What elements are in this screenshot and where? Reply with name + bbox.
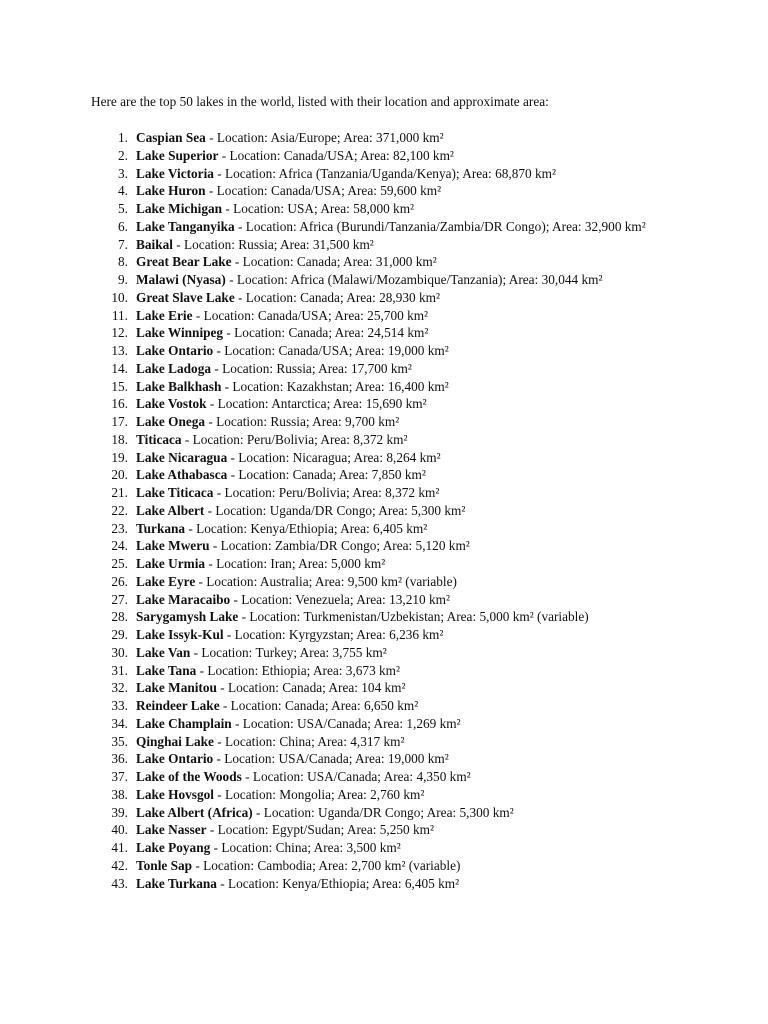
list-item — [0, 165, 768, 183]
lake-details: - Location: USA/Canada; Area: 4,350 km² — [241, 769, 471, 784]
list-item — [0, 182, 768, 200]
lake-name: Lake Tana — [136, 662, 197, 678]
list-item-number: 5. — [118, 201, 128, 216]
lake-details: - Location: Ethiopia; Area: 3,673 km² — [196, 662, 401, 678]
lake-details: - Location: Africa (Tanzania/Uganda/Kenya); Area: 68,870 km² — [213, 165, 556, 181]
list-item — [0, 573, 768, 591]
list-item-number: 8. — [118, 254, 128, 270]
list-item-number: 14. — [111, 360, 128, 376]
lake-name: Lake Tanganyika — [136, 218, 235, 234]
list-item — [0, 626, 768, 644]
list-item — [0, 360, 768, 378]
list-item-number: 21. — [111, 485, 128, 500]
list-item-number: 11. — [111, 307, 128, 323]
lake-details: - Location: Peru/Bolivia; Area: 8,372 km² — [181, 431, 408, 447]
list-item-number: 40. — [111, 822, 128, 838]
lake-name: Baikal — [136, 236, 173, 252]
list-item-number: 4. — [118, 183, 128, 199]
lake-name: Lake Manitou — [136, 680, 217, 696]
lake-name: Lake Titicaca — [136, 485, 214, 500]
list-item — [0, 253, 768, 271]
list-item-number: 16. — [111, 396, 128, 412]
list-item-number: 12. — [111, 325, 128, 341]
lake-details: - Location: Venezuela; Area: 13,210 km² — [230, 591, 450, 607]
list-item-number: 19. — [111, 449, 128, 465]
lake-details: - Location: Africa (Malawi/Mozambique/Tanzania); Area: 30,044 km² — [225, 272, 603, 287]
lake-details: - Location: Russia; Area: 17,700 km² — [211, 360, 412, 376]
list-item-number: 38. — [111, 786, 128, 802]
list-item — [0, 608, 768, 626]
lake-name: Lake Nasser — [136, 822, 207, 838]
list-item — [0, 218, 768, 236]
lake-details: - Location: Canada; Area: 7,850 km² — [227, 467, 426, 483]
list-item-number: 39. — [111, 804, 128, 820]
lake-details: - Location: Canada; Area: 6,650 km² — [219, 698, 419, 713]
lake-details: - Location: Asia/Europe; Area: 371,000 km² — [205, 130, 444, 145]
lake-name: Tonle Sap — [136, 857, 193, 873]
lake-details: - Location: Canada; Area: 104 km² — [216, 680, 406, 696]
lake-list — [0, 129, 768, 892]
lake-details: - Location: Russia; Area: 9,700 km² — [205, 414, 400, 429]
lake-details: - Location: Uganda/DR Congo; Area: 5,300 km² — [252, 804, 514, 820]
lake-details: - Location: Nicaragua; Area: 8,264 km² — [227, 449, 441, 465]
list-item — [0, 839, 768, 857]
lake-name: Lake Albert — [136, 502, 205, 518]
list-item-number: 6. — [118, 218, 128, 234]
lake-details: - Location: Canada; Area: 31,000 km² — [231, 254, 437, 270]
list-item — [0, 786, 768, 804]
intro-paragraph: Here are the top 50 lakes in the world, listed with their location and approximate area: — [91, 94, 549, 109]
lake-name: Lake Eyre — [136, 573, 196, 589]
lake-details: - Location: Canada/USA; Area: 25,700 km² — [192, 307, 429, 323]
list-item — [0, 147, 768, 165]
list-item — [0, 750, 768, 768]
lake-name: Lake Poyang — [136, 840, 211, 855]
lake-details: - Location: Canada/USA; Area: 19,000 km² — [213, 343, 449, 358]
lake-details: - Location: Africa (Burundi/Tanzania/Zambia/DR Congo); Area: 32,900 km² — [234, 218, 646, 234]
lake-name: Lake Ontario — [136, 751, 214, 767]
lake-details: - Location: Australia; Area: 9,500 km² (variable) — [195, 573, 457, 589]
lake-details: - Location: Egypt/Sudan; Area: 5,250 km² — [206, 822, 434, 838]
list-item-number: 7. — [118, 236, 128, 252]
lake-name: Lake Michigan — [136, 201, 223, 216]
list-item — [0, 466, 768, 484]
list-item — [0, 875, 768, 893]
lake-name: Reindeer Lake — [136, 698, 220, 713]
lake-name: Lake Ontario — [136, 343, 214, 358]
list-item — [0, 679, 768, 697]
list-item-number: 17. — [111, 414, 128, 429]
lake-name: Titicaca — [136, 431, 182, 447]
list-item — [0, 555, 768, 573]
list-item-number: 37. — [111, 769, 128, 784]
list-item — [0, 484, 768, 502]
lake-name: Great Bear Lake — [136, 254, 232, 270]
list-item — [0, 236, 768, 254]
lake-details: - Location: Mongolia; Area: 2,760 km² — [213, 786, 425, 802]
list-item-number: 36. — [111, 751, 128, 767]
list-item — [0, 733, 768, 751]
list-item — [0, 502, 768, 520]
list-item-number: 20. — [111, 467, 128, 483]
lake-details: - Location: Kenya/Ethiopia; Area: 6,405 km² — [216, 875, 460, 891]
list-item-number: 33. — [111, 698, 128, 713]
lake-details: - Location: Russia; Area: 31,500 km² — [172, 236, 374, 252]
list-item-number: 29. — [111, 627, 128, 642]
list-item — [0, 804, 768, 822]
lake-name: Lake of the Woods — [136, 769, 242, 784]
lake-name: Lake Ladoga — [136, 360, 211, 376]
lake-name: Qinghai Lake — [136, 733, 214, 749]
list-item — [0, 857, 768, 875]
list-item-number: 30. — [111, 644, 128, 660]
lake-name: Lake Van — [136, 644, 191, 660]
lake-details: - Location: Turkmenistan/Uzbekistan; Area: 5,000 km² (variable) — [238, 609, 589, 625]
list-item-number: 3. — [118, 165, 128, 181]
lake-name: Lake Urmia — [136, 556, 206, 571]
lake-name: Lake Turkana — [136, 875, 217, 891]
lake-name: Lake Hovsgol — [136, 786, 214, 802]
list-item-number: 27. — [111, 591, 128, 607]
lake-details: - Location: USA; Area: 58,000 km² — [222, 201, 415, 216]
lake-details: - Location: Canada/USA; Area: 59,600 km² — [205, 183, 442, 199]
list-item — [0, 307, 768, 325]
lake-details: - Location: Canada; Area: 24,514 km² — [223, 325, 429, 341]
list-item-number: 24. — [111, 538, 128, 554]
list-item-number: 26. — [111, 573, 128, 589]
list-item — [0, 395, 768, 413]
lake-details: - Location: Canada; Area: 28,930 km² — [234, 289, 440, 305]
lake-name: Lake Maracaibo — [136, 591, 231, 607]
lake-details: - Location: Kazakhstan; Area: 16,400 km² — [221, 378, 449, 394]
list-item — [0, 715, 768, 733]
list-item — [0, 449, 768, 467]
list-item-number: 25. — [111, 556, 128, 571]
list-item-number: 43. — [111, 875, 128, 891]
lake-name: Lake Onega — [136, 414, 206, 429]
list-item-number: 22. — [111, 502, 128, 518]
lake-name: Lake Nicaragua — [136, 449, 228, 465]
list-item — [0, 768, 768, 786]
lake-details: - Location: Turkey; Area: 3,755 km² — [190, 644, 387, 660]
list-item — [0, 644, 768, 662]
list-item-number: 41. — [111, 840, 128, 855]
list-item-number: 1. — [118, 130, 128, 145]
list-item — [0, 431, 768, 449]
lake-name: Lake Winnipeg — [136, 325, 224, 341]
list-item-number: 31. — [111, 662, 128, 678]
lake-name: Lake Albert (Africa) — [136, 804, 253, 820]
list-item-number: 23. — [111, 520, 128, 536]
lake-details: - Location: Cambodia; Area: 2,700 km² (variable) — [192, 857, 461, 873]
list-item — [0, 662, 768, 680]
lake-details: - Location: Zambia/DR Congo; Area: 5,120 km² — [209, 538, 470, 554]
lake-name: Lake Mweru — [136, 538, 210, 554]
list-item — [0, 413, 768, 431]
lake-name: Lake Champlain — [136, 715, 232, 731]
lake-details: - Location: Iran; Area: 5,000 km² — [205, 556, 386, 571]
list-item-number: 2. — [118, 147, 128, 163]
lake-name: Lake Superior — [136, 147, 219, 163]
lake-name: Lake Balkhash — [136, 378, 222, 394]
list-item — [0, 129, 768, 147]
list-item-number: 15. — [111, 378, 128, 394]
lake-name: Sarygamysh Lake — [136, 609, 239, 625]
lake-name: Caspian Sea — [136, 130, 206, 145]
lake-name: Turkana — [136, 520, 186, 536]
list-item — [0, 289, 768, 307]
lake-name: Lake Vostok — [136, 396, 207, 412]
lake-details: - Location: Antarctica; Area: 15,690 km² — [206, 396, 427, 412]
lake-details: - Location: Kyrgyzstan; Area: 6,236 km² — [223, 627, 444, 642]
lake-name: Lake Issyk-Kul — [136, 627, 224, 642]
lake-details: - Location: Canada/USA; Area: 82,100 km² — [218, 147, 454, 163]
list-item — [0, 200, 768, 218]
list-item-number: 32. — [111, 680, 128, 696]
lake-name: Lake Huron — [136, 183, 206, 199]
list-item — [0, 271, 768, 289]
lake-name: Great Slave Lake — [136, 289, 235, 305]
lake-details: - Location: Uganda/DR Congo; Area: 5,300 km² — [204, 502, 466, 518]
list-item-number: 18. — [111, 431, 128, 447]
list-item-number: 9. — [118, 272, 128, 287]
lake-name: Lake Erie — [136, 307, 193, 323]
list-item-number: 13. — [111, 343, 128, 358]
lake-details: - Location: USA/Canada; Area: 1,269 km² — [231, 715, 461, 731]
lake-name: Malawi (Nyasa) — [136, 272, 226, 287]
lake-name: Lake Victoria — [136, 165, 214, 181]
list-item-number: 28. — [111, 609, 128, 625]
list-item — [0, 537, 768, 555]
lake-details: - Location: Kenya/Ethiopia; Area: 6,405 km² — [185, 520, 428, 536]
list-item-number: 10. — [111, 289, 128, 305]
list-item-number: 34. — [111, 715, 128, 731]
list-item-number: 35. — [111, 733, 128, 749]
list-item — [0, 591, 768, 609]
list-item — [0, 378, 768, 396]
lake-details: - Location: USA/Canada; Area: 19,000 km² — [213, 751, 449, 767]
list-item — [0, 520, 768, 538]
list-item — [0, 821, 768, 839]
lake-name: Lake Athabasca — [136, 467, 228, 483]
list-item — [0, 697, 768, 715]
lake-details: - Location: China; Area: 3,500 km² — [210, 840, 401, 855]
list-item — [0, 342, 768, 360]
list-item — [0, 324, 768, 342]
lake-details: - Location: Peru/Bolivia; Area: 8,372 km² — [213, 485, 440, 500]
list-item-number: 42. — [111, 857, 128, 873]
lake-details: - Location: China; Area: 4,317 km² — [213, 733, 405, 749]
